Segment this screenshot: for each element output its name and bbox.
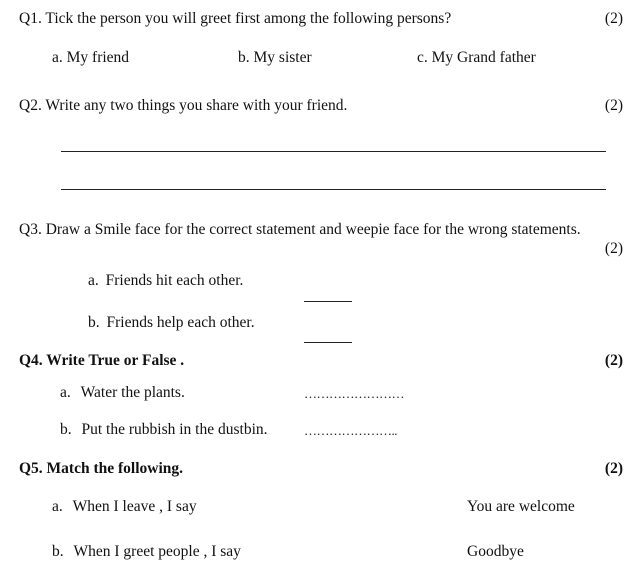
option-text: My sister [253, 49, 312, 66]
q3-marks: (2) [604, 240, 623, 257]
q4-item-b-blank[interactable]: ………………….. [304, 423, 397, 438]
option-letter: b. [238, 49, 250, 66]
item-letter: b. [60, 421, 72, 438]
q1-question: Q1. Tick the person you will greet first among the following persons? [19, 10, 452, 27]
option-letter: a. [52, 49, 63, 66]
item-letter: b. [88, 314, 100, 331]
q5-left-a [52, 498, 197, 516]
q5-left-b [52, 543, 241, 561]
option-letter: c. [417, 49, 428, 66]
q1-option-b[interactable] [238, 49, 312, 67]
item-letter: b. [52, 543, 64, 560]
q5-right-2[interactable]: Goodbye [467, 543, 524, 560]
q4-item-b [60, 421, 268, 439]
answer-line-2[interactable] [61, 189, 606, 190]
option-text: My Grand father [431, 49, 536, 66]
q2-question: Q2. Write any two things you share with your friend. [19, 97, 348, 114]
item-text: Friends help each other. [106, 314, 255, 331]
q1-marks: (2) [604, 10, 623, 27]
blank-line[interactable] [304, 342, 352, 343]
q5-marks: (2) [604, 460, 623, 477]
item-letter: a. [52, 498, 63, 515]
item-text: When I greet people , I say [73, 543, 241, 560]
q1-option-c[interactable] [417, 49, 536, 67]
q2-marks: (2) [604, 97, 623, 114]
q4-item-a-blank[interactable]: …………………… [304, 386, 404, 401]
q1-option-a[interactable] [52, 49, 129, 67]
item-text: Friends hit each other. [105, 272, 244, 289]
q4-question: Q4. Write True or False . [19, 352, 185, 369]
q4-item-a [60, 384, 185, 402]
item-text: Water the plants. [80, 384, 185, 401]
item-text: Put the rubbish in the dustbin. [81, 421, 268, 438]
q4-marks: (2) [604, 352, 623, 369]
item-letter: a. [60, 384, 71, 401]
q3-item-b-blank[interactable] [304, 330, 352, 348]
answer-line-1[interactable] [61, 151, 606, 152]
q3-item-a [88, 272, 243, 290]
q3-item-a-blank[interactable] [304, 289, 352, 307]
q5-right-1[interactable]: You are welcome [467, 498, 575, 515]
q5-question: Q5. Match the following. [19, 460, 184, 477]
option-text: My friend [66, 49, 130, 66]
q3-item-b [88, 314, 255, 332]
q3-question: Q3. Draw a Smile face for the correct statement and weepie face for the wrong statements. [19, 221, 581, 238]
item-letter: a. [88, 272, 99, 289]
blank-line[interactable] [304, 301, 352, 302]
item-text: When I leave , I say [72, 498, 197, 515]
